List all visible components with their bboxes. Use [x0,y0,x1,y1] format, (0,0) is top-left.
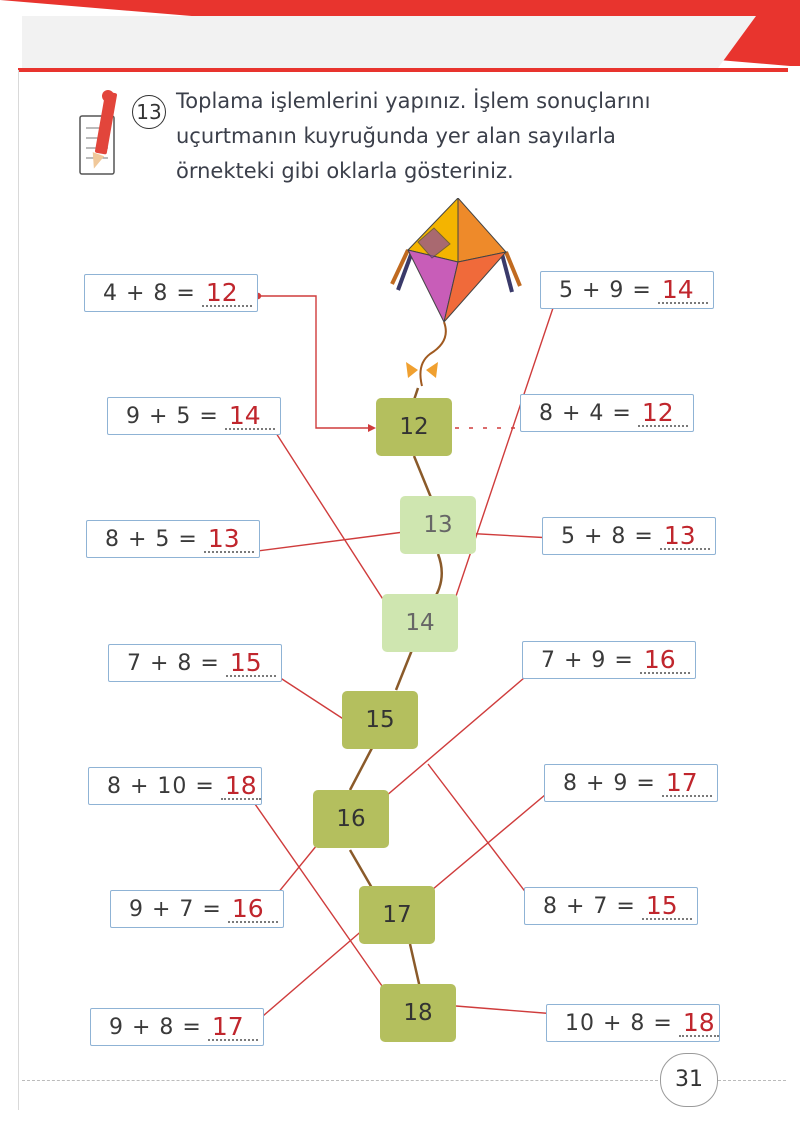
equation-expression: 4 + 8 = [103,280,196,306]
kite-tail-box[interactable]: 12 [376,398,452,456]
answer-blank[interactable] [225,402,275,430]
kite-tail-box[interactable]: 17 [359,886,435,944]
answer-blank[interactable] [202,279,252,307]
equation-answer: 17 [665,768,698,797]
answer-blank[interactable] [642,892,692,920]
answer-blank[interactable] [660,522,710,550]
kite-tail-box[interactable]: 13 [400,496,476,554]
equation-answer: 16 [643,645,676,674]
equation-answer: 15 [229,648,262,677]
equation-box [86,520,260,558]
equation-box [540,271,714,309]
equation-expression: 5 + 8 = [561,523,654,549]
equation-box [542,517,716,555]
question-number: 13 [132,95,166,129]
equation-expression: 7 + 8 = [127,650,220,676]
answer-blank[interactable] [662,769,712,797]
kite-tail-box[interactable]: 15 [342,691,418,749]
answer-blank[interactable] [638,399,688,427]
equation-expression: 9 + 5 = [126,403,219,429]
answer-blank[interactable] [228,895,278,923]
equation-answer: 16 [231,894,264,923]
equation-box [90,1008,264,1046]
equation-answer: 13 [663,521,696,550]
kite-tail-box[interactable]: 16 [313,790,389,848]
equation-box [84,274,258,312]
equation-box [522,641,696,679]
instruction-line-2: uçurtmanın kuyruğunda yer alan sayılarla [176,124,616,148]
equation-expression: 8 + 10 = [107,773,215,799]
instruction-line-3: örnekteki gibi oklarla gösteriniz. [176,159,514,183]
equation-answer: 13 [207,524,240,553]
equation-expression: 8 + 5 = [105,526,198,552]
kite-tail-box[interactable]: 18 [380,984,456,1042]
equation-answer: 18 [224,771,257,800]
equation-answer: 18 [682,1008,715,1037]
answer-blank[interactable] [208,1013,258,1041]
equation-answer: 14 [661,275,694,304]
equation-expression: 5 + 9 = [559,277,652,303]
equation-expression: 10 + 8 = [565,1010,673,1036]
answer-blank[interactable] [679,1009,719,1037]
page-number: 31 [660,1053,718,1107]
equation-box [544,764,718,802]
equation-expression: 8 + 4 = [539,400,632,426]
answer-blank[interactable] [226,649,276,677]
kite-tail-box[interactable]: 14 [382,594,458,652]
equation-box [107,397,281,435]
equation-answer: 12 [205,278,238,307]
equation-box [520,394,694,432]
footer-rule [22,1080,658,1082]
answer-blank[interactable] [221,772,261,800]
equation-box [546,1004,720,1042]
instruction-line-1: Toplama işlemlerini yapınız. İşlem sonuçlarını [176,89,651,113]
equation-answer: 14 [228,401,261,430]
equation-box [88,767,262,805]
equation-expression: 7 + 9 = [541,647,634,673]
equation-expression: 8 + 9 = [563,770,656,796]
equation-expression: 9 + 7 = [129,896,222,922]
answer-blank[interactable] [204,525,254,553]
equation-answer: 17 [211,1012,244,1041]
equation-answer: 15 [645,891,678,920]
equation-answer: 12 [641,398,674,427]
equation-box [110,890,284,928]
equation-box [524,887,698,925]
equation-expression: 8 + 7 = [543,893,636,919]
equation-expression: 9 + 8 = [109,1014,202,1040]
equation-box [108,644,282,682]
answer-blank[interactable] [658,276,708,304]
answer-blank[interactable] [640,646,690,674]
footer-rule [718,1080,786,1082]
